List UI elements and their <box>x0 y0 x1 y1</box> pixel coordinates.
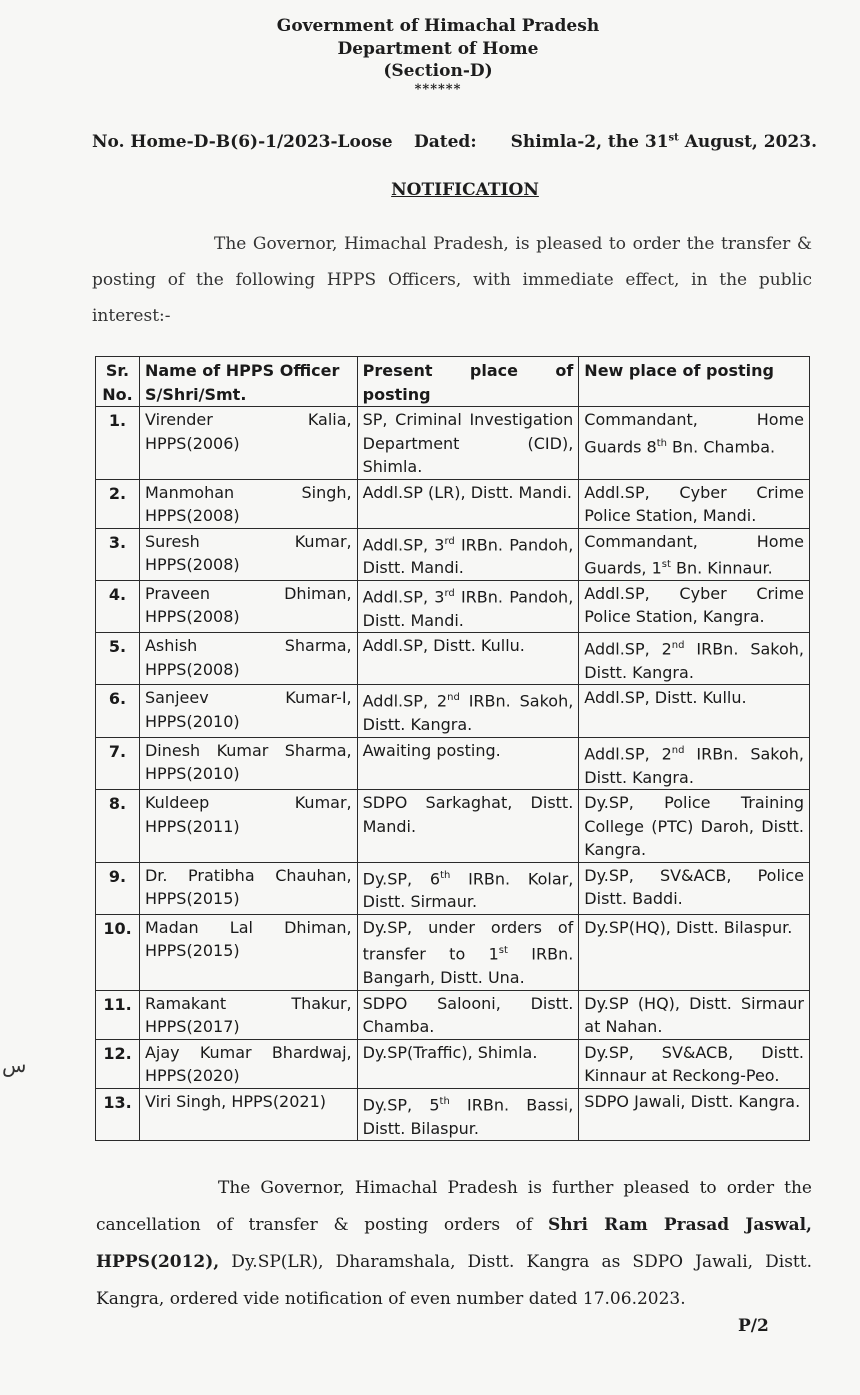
table-row <box>96 407 810 480</box>
header-name: Name of HPPS Officer S/Shri/Smt. <box>139 357 357 407</box>
officer-name-cell: Ramakant Thakur, HPPS(2017) <box>139 990 357 1039</box>
new-posting-cell: Addl.SP, 2nd IRBn. Sakoh, Distt. Kangra. <box>579 633 810 685</box>
table-row <box>96 914 810 990</box>
sr-cell: 12. <box>96 1039 140 1088</box>
present-posting-cell: Dy.SP, 5th IRBn. Bassi, Distt. Bilaspur. <box>357 1088 579 1140</box>
present-posting-cell: Addl.SP, 3rd IRBn. Pandoh, Distt. Mandi. <box>357 528 579 580</box>
table-row <box>96 1088 810 1140</box>
new-posting-cell: Dy.SP (HQ), Distt. Sirmaur at Nahan. <box>579 990 810 1039</box>
table-header-row <box>96 357 810 407</box>
present-posting-cell: SDPO Salooni, Distt. Chamba. <box>357 990 579 1039</box>
table-row <box>96 790 810 863</box>
sr-cell: 3. <box>96 528 140 580</box>
sr-cell: 6. <box>96 685 140 737</box>
present-posting-cell: Dy.SP(Traffic), Shimla. <box>357 1039 579 1088</box>
new-posting-cell: Addl.SP, 2nd IRBn. Sakoh, Distt. Kangra. <box>579 737 810 789</box>
present-posting-cell: SDPO Sarkaghat, Distt. Mandi. <box>357 790 579 863</box>
new-posting-cell: Addl.SP, Cyber Crime Police Station, Mandi. <box>579 479 810 528</box>
table-row <box>96 528 810 580</box>
header-stars: ****** <box>414 82 462 97</box>
table-row <box>96 737 810 789</box>
new-posting-cell: Addl.SP, Distt. Kullu. <box>579 685 810 737</box>
new-posting-cell: Dy.SP, Police Training College (PTC) Daroh, Distt. Kangra. <box>579 790 810 863</box>
section-title: (Section-D) <box>383 61 493 81</box>
table-row <box>96 479 810 528</box>
sr-cell: 7. <box>96 737 140 789</box>
officer-name-cell: Sanjeev Kumar-I, HPPS(2010) <box>139 685 357 737</box>
table-row <box>96 580 810 632</box>
officer-name-cell: Madan Lal Dhiman, HPPS(2015) <box>139 914 357 990</box>
officer-name-cell: Praveen Dhiman, HPPS(2008) <box>139 580 357 632</box>
sr-cell: 2. <box>96 479 140 528</box>
present-posting-cell: Dy.SP, under orders of transfer to 1st IRBn. Bangarh, Distt. Una. <box>357 914 579 990</box>
present-posting-cell: Addl.SP (LR), Distt. Mandi. <box>357 479 579 528</box>
table-row <box>96 862 810 914</box>
transfer-table <box>95 356 810 1141</box>
table-row <box>96 685 810 737</box>
officer-name-cell: Ajay Kumar Bhardwaj, HPPS(2020) <box>139 1039 357 1088</box>
sr-cell: 9. <box>96 862 140 914</box>
officer-name-cell: Kuldeep Kumar, HPPS(2011) <box>139 790 357 863</box>
govt-title: Government of Himachal Pradesh <box>276 16 600 36</box>
present-posting-cell: Addl.SP, 3rd IRBn. Pandoh, Distt. Mandi. <box>357 580 579 632</box>
sr-cell: 1. <box>96 407 140 480</box>
header-new: New place of posting <box>579 357 810 407</box>
sr-cell: 10. <box>96 914 140 990</box>
margin-mark: س <box>2 1053 27 1077</box>
closing-paragraph: The Governor, Himachal Pradesh is further pleased to order the cancellation of transfer & posting orders of Shri Ram Prasad Jaswal, HPPS(2012), Dy.SP(LR), Dharamshala, Distt. Kangra as SDPO Jawali, Distt. Kangra, ordered vide notification of even number dated 17.06.2023. <box>96 1178 812 1309</box>
new-posting-cell: Dy.SP(HQ), Distt. Bilaspur. <box>579 914 810 990</box>
officer-name-cell: Dinesh Kumar Sharma, HPPS(2010) <box>139 737 357 789</box>
table-row <box>96 633 810 685</box>
place-date: Shimla-2, the 31st August, 2023. <box>510 132 817 152</box>
new-posting-cell: Dy.SP, SV&ACB, Distt. Kinnaur at Reckong-Peo. <box>579 1039 810 1088</box>
new-posting-cell: Addl.SP, Cyber Crime Police Station, Kangra. <box>579 580 810 632</box>
sr-cell: 4. <box>96 580 140 632</box>
sr-cell: 8. <box>96 790 140 863</box>
officer-name-cell: Ashish Sharma, HPPS(2008) <box>139 633 357 685</box>
present-posting-cell: Dy.SP, 6th IRBn. Kolar, Distt. Sirmaur. <box>357 862 579 914</box>
officer-name-cell: Dr. Pratibha Chauhan, HPPS(2015) <box>139 862 357 914</box>
sr-cell: 13. <box>96 1088 140 1140</box>
header-present: Present place of posting <box>357 357 579 407</box>
officer-name-cell: Suresh Kumar, HPPS(2008) <box>139 528 357 580</box>
officer-name-cell: Manmohan Singh, HPPS(2008) <box>139 479 357 528</box>
table-row <box>96 1039 810 1088</box>
dated-label: Dated: <box>414 132 477 152</box>
officer-name-cell: Virender Kalia, HPPS(2006) <box>139 407 357 480</box>
page-marker: P/2 <box>738 1316 769 1336</box>
present-posting-cell: Addl.SP, 2nd IRBn. Sakoh, Distt. Kangra. <box>357 685 579 737</box>
notification-heading: NOTIFICATION <box>391 180 539 200</box>
department-title: Department of Home <box>337 39 539 59</box>
present-posting-cell: Addl.SP, Distt. Kullu. <box>357 633 579 685</box>
table-row <box>96 990 810 1039</box>
header-sr: Sr. No. <box>96 357 140 407</box>
present-posting-cell: SP, Criminal Investigation Department (CID), Shimla. <box>357 407 579 480</box>
new-posting-cell: Commandant, Home Guards, 1st Bn. Kinnaur. <box>579 528 810 580</box>
sr-cell: 5. <box>96 633 140 685</box>
officer-name-cell: Viri Singh, HPPS(2021) <box>139 1088 357 1140</box>
present-posting-cell: Awaiting posting. <box>357 737 579 789</box>
new-posting-cell: Dy.SP, SV&ACB, Police Distt. Baddi. <box>579 862 810 914</box>
intro-paragraph: The Governor, Himachal Pradesh, is pleased to order the transfer & posting of the following HPPS Officers, with immediate effect, in the public interest:- <box>92 234 812 326</box>
sr-cell: 11. <box>96 990 140 1039</box>
new-posting-cell: SDPO Jawali, Distt. Kangra. <box>579 1088 810 1140</box>
reference-number: No. Home-D-B(6)-1/2023-Loose <box>92 132 393 152</box>
new-posting-cell: Commandant, Home Guards 8th Bn. Chamba. <box>579 407 810 480</box>
